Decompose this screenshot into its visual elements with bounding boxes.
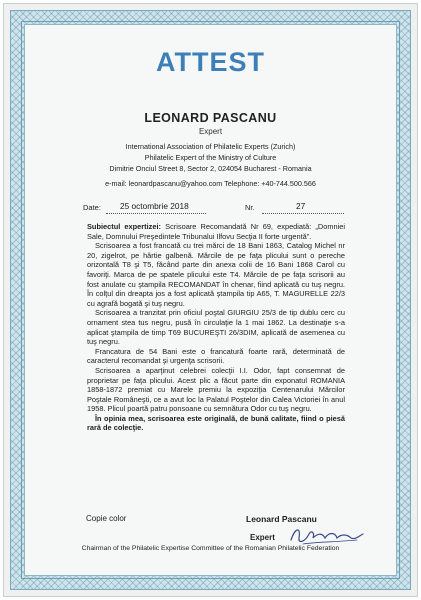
number-dotted-line [262,213,344,214]
paragraph-franking: Scrisoarea a fost francată cu trei mărci de 18 Bani 1863, Catalog Michel nr 20, zigelrot, pe hârtie galbenă. Mărcile de pe faţa plicului sunt o pereche orizontală T8 şi T5, făcând parte din anexa colii de 16 Bani 1868 Carol cu favoriţi. Marca de pe spatele plicului este T4. Mărcile de pe faţa scrisorii au fost anulate cu ştampila RECOMANDAT în chenar, fiind aplicată cu tuş negru. În colţul din dreapta jos a fost aplicată ştampila tip A65, T. MAGURELLE 22/3 cu agrafă bogată şi tuş negru. [87,241,345,308]
number-value: 27 [296,201,306,211]
number-label: Nr. [245,203,255,212]
expert-role: Expert [198,127,223,136]
subject-text: Scrisoare Recomandată Nr 69, expediată: „Domniei Sale, Domnului Preşedintele Tribunalui Ilfovu Secţia II forte urgentă”. [87,222,345,241]
affiliation-line: International Association of Philatelic Experts (Zurich) [125,142,296,151]
subject-paragraph [87,222,345,241]
certificate-title: ATTEST [156,47,265,77]
copy-color-label: Copie color [86,514,127,523]
date-label: Date: [83,203,101,212]
chairman-line: Chairman of the Philatelic Expertise Committee of the Romanian Philatelic Federation [81,545,340,552]
affiliation-line: Philatelic Expert of the Ministry of Culture [144,153,277,162]
handwritten-signature [285,520,365,548]
address-line: Dimitrie Onciul Street 8, Sector 2, 024054 Bucharest - Romania [109,164,312,173]
signer-role: Expert [250,533,275,542]
paragraph-rarity: Francatura de 54 Bani este o francatură foarte rară, determinată de caracterul recomandat şi urgenţa scrisorii. [87,346,345,366]
signer-name: Leonard Pascanu [246,514,317,524]
paragraph-transit: Scrisoarea a tranzitat prin oficiul poştal GIURGIU 25/3 de tip dublu cerc cu ornament stea tus negru, pusă în circulaţie la 1 mai 1862. La destinaţie s-a aplicat ştampila de timp T69 BUCUREŞTI 26/3DIM, aplicată de asemenea cu tuş negru. [87,308,345,347]
subject-label: Subiectul expertizei: [87,222,161,231]
contact-line: e-mail: leonardpascanu@yahoo.com Telephone: +40-744.500.566 [105,179,316,188]
conclusion-paragraph: În opinia mea, scrisoarea este originală, de bună calitate, fiind o piesă rară de colecţie. [87,413,345,433]
date-dotted-line [106,213,206,214]
date-value: 25 octombrie 2018 [120,201,189,211]
certificate-body [87,222,345,433]
paragraph-provenance: Scrisoarea a aparţinut celebrei colecţii I.I. Odor, fapt consemnat de proprietar pe faţa plicului. Acest plic a făcut parte din exponatul ROMANIA 1858-1872 premiat cu Marele premiu la expoziţia Centenarului Mărcilor Poştale Româneşti, ce a avut loc la Palatul Poştelor din Calea Victoriei în anul 1958. Plicul poartă patru ponsoane cu semnătura Odor cu tuş negru. [87,365,345,414]
expert-name: LEONARD PASCANU [144,111,277,125]
